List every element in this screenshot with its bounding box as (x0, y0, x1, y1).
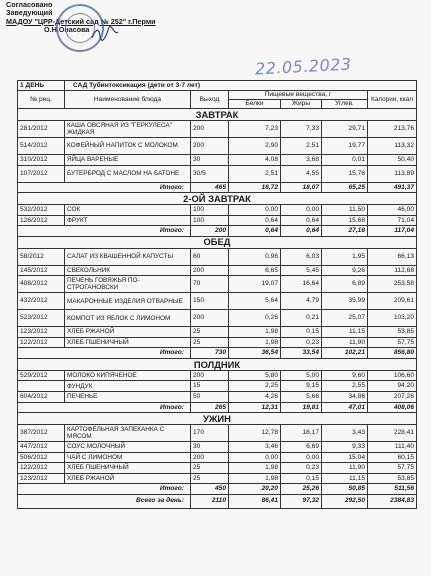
section-total-calories: 408,06 (368, 402, 417, 412)
section-total-fat: 0,64 (281, 226, 322, 236)
dish-carbs: 34,86 (322, 391, 368, 402)
dish-name: ЯЙЦА ВАРЕНЫЕ (65, 155, 191, 166)
dish-protein: 0,26 (229, 310, 281, 327)
dish-output: 25 (191, 337, 229, 348)
dish-output: 200 (191, 452, 229, 463)
section-total-calories: 856,80 (368, 348, 417, 358)
dish-protein: 1,98 (229, 473, 281, 484)
section-title: УЖИН (18, 412, 417, 424)
dish-fat: 16,64 (281, 276, 322, 293)
dish-output: 25 (191, 473, 229, 484)
menu-item-row (18, 248, 417, 265)
dish-carbs: 15,04 (322, 452, 368, 463)
handwritten-date: 22.05.2023 (254, 54, 353, 79)
dish-calories: 103,20 (368, 310, 417, 327)
dish-protein: 19,07 (229, 276, 281, 293)
dish-calories: 66,13 (368, 248, 417, 265)
dish-fat: 18,17 (281, 424, 322, 441)
recipe-number: 122/2012 (18, 463, 65, 474)
recipe-number: 123/2012 (18, 473, 65, 484)
dish-calories: 94,20 (368, 381, 417, 392)
dish-calories: 50,40 (368, 155, 417, 166)
section-total-protein: 0,64 (229, 226, 281, 236)
dish-fat: 0,00 (281, 452, 322, 463)
approval-line4: О.Н.Онасова (44, 25, 90, 35)
dish-name: СОУС МОЛОЧНЫЙ (65, 441, 191, 452)
section-total-label: Итого: (18, 402, 191, 412)
dish-fat: 2,51 (281, 138, 322, 155)
dish-protein: 3,46 (229, 441, 281, 452)
section-total-carbs: 65,25 (322, 182, 368, 192)
dish-calories: 207,26 (368, 391, 417, 402)
section-total-row (18, 402, 417, 412)
dish-carbs: 1,95 (322, 248, 368, 265)
recipe-number: 604/2012 (18, 391, 65, 402)
recipe-number: 506/2012 (18, 452, 65, 463)
section-header-row (18, 192, 417, 204)
dish-name: ПЕЧЕНЬЕ (65, 391, 191, 402)
section-total-protein: 20,20 (229, 484, 281, 494)
dish-name: ХЛЕБ РЖАНОЙ (65, 473, 191, 484)
dish-output: 25 (191, 327, 229, 338)
menu-item-row (18, 276, 417, 293)
section-header-row (18, 412, 417, 424)
dish-name: МАКАРОННЫЕ ИЗДЕЛИЯ ОТВАРНЫЕ (65, 293, 191, 310)
dish-fat: 0,15 (281, 327, 322, 338)
recipe-number: 408/2012 (18, 276, 65, 293)
section-total-calories: 491,37 (368, 182, 417, 192)
recipe-number: 447/2012 (18, 441, 65, 452)
dish-name: КАША ОВСЯНАЯ ИЗ "ГЕРКУЛЕСА" ЖИДКАЯ (65, 121, 191, 138)
dish-protein: 12,78 (229, 424, 281, 441)
approval-line3: МАДОУ "ЦРР-Детский сад № 252" г.Перми (6, 16, 156, 26)
dish-output: 200 (191, 265, 229, 276)
dish-name: ХЛЕБ ПШЕНИЧНЫЙ (65, 463, 191, 474)
dish-protein: 5,64 (229, 293, 281, 310)
menu-item-row (18, 370, 417, 381)
section-total-label: Итого: (18, 226, 191, 236)
dish-output: 50 (191, 391, 229, 402)
recipe-number: 514/2012 (18, 138, 65, 155)
dish-carbs: 3,43 (322, 424, 368, 441)
dish-carbs: 0,01 (322, 155, 368, 166)
dish-name: ФУНДУК (65, 381, 191, 392)
menu-table (17, 80, 417, 509)
section-total-carbs: 50,85 (322, 484, 368, 494)
dish-fat: 6,69 (281, 441, 322, 452)
dish-calories: 53,85 (368, 473, 417, 484)
section-total-label: Итого: (18, 484, 191, 494)
dish-name: ПЕЧЕНЬ ГОВЯЖЬЯ ПО-СТРОГАНОВСКИ (65, 276, 191, 293)
dish-output: 30 (191, 441, 229, 452)
dish-fat: 5,00 (281, 370, 322, 381)
dish-carbs: 11,15 (322, 473, 368, 484)
recipe-number: 145/2012 (18, 265, 65, 276)
recipe-number: 432/2012 (18, 293, 65, 310)
menu-item-row (18, 337, 417, 348)
menu-item-row (18, 473, 417, 484)
dish-calories: 213,76 (368, 121, 417, 138)
dish-output: 200 (191, 121, 229, 138)
section-total-fat: 19,81 (281, 402, 322, 412)
recipe-number: 529/2012 (18, 370, 65, 381)
dish-carbs: 11,90 (322, 337, 368, 348)
dish-fat: 5,66 (281, 391, 322, 402)
grand-total-calories: 2384,83 (368, 494, 417, 508)
section-total-output: 730 (191, 348, 229, 358)
dish-carbs: 15,68 (322, 215, 368, 226)
section-header-row (18, 236, 417, 248)
dish-protein: 1,98 (229, 463, 281, 474)
dish-protein: 0,64 (229, 215, 281, 226)
menu-item-row (18, 121, 417, 138)
col-output-header: Выход (191, 91, 229, 109)
recipe-number: 126/2012 (18, 215, 65, 226)
menu-item-row (18, 327, 417, 338)
dish-carbs: 11,90 (322, 463, 368, 474)
grand-total-fat: 97,32 (281, 494, 322, 508)
menu-item-row (18, 138, 417, 155)
dish-carbs: 9,26 (322, 265, 368, 276)
dish-name: МОЛОКО КИПЯЧЕНОЕ (65, 370, 191, 381)
dish-fat: 0,15 (281, 473, 322, 484)
dish-output: 150 (191, 293, 229, 310)
col-fat-header: Жиры (281, 100, 322, 109)
section-total-protein: 12,31 (229, 402, 281, 412)
dish-carbs: 25,07 (322, 310, 368, 327)
section-total-protein: 16,72 (229, 182, 281, 192)
dish-carbs: 11,50 (322, 204, 368, 215)
dish-name: СОК (65, 204, 191, 215)
section-total-output: 450 (191, 484, 229, 494)
dish-carbs: 2,55 (322, 381, 368, 392)
section-total-calories: 117,04 (368, 226, 417, 236)
col-protein-header: Белки (229, 100, 281, 109)
menu-item-row (18, 463, 417, 474)
menu-item-row (18, 381, 417, 392)
recipe-number: 123/2012 (18, 327, 65, 338)
dish-calories: 106,60 (368, 370, 417, 381)
recipe-number: 58/2012 (18, 248, 65, 265)
dish-carbs: 15,76 (322, 165, 368, 182)
dish-output: 30 (191, 155, 229, 166)
dish-fat: 0,21 (281, 310, 322, 327)
dish-fat: 3,68 (281, 155, 322, 166)
dish-carbs: 6,89 (322, 276, 368, 293)
dish-output: 70 (191, 276, 229, 293)
dish-output: 100 (191, 215, 229, 226)
dish-carbs: 35,99 (322, 293, 368, 310)
section-total-label: Итого: (18, 182, 191, 192)
dish-name: ЧАЙ С ЛИМОНОМ (65, 452, 191, 463)
section-total-carbs: 47,01 (322, 402, 368, 412)
day-label: 1 ДЕНЬ (18, 81, 65, 91)
approval-line2: Заведующий (6, 8, 53, 18)
section-total-fat: 18,07 (281, 182, 322, 192)
dish-fat: 4,79 (281, 293, 322, 310)
col-calories-header: Калории, ккал (368, 91, 417, 109)
section-total-fat: 33,54 (281, 348, 322, 358)
dish-output: 15 (191, 381, 229, 392)
menu-item-row (18, 215, 417, 226)
dish-fat: 6,03 (281, 248, 322, 265)
dish-calories: 253,58 (368, 276, 417, 293)
grand-total-protein: 86,41 (229, 494, 281, 508)
menu-item-row (18, 391, 417, 402)
col-dish-header: Наименование блюда (65, 91, 191, 109)
menu-item-row (18, 204, 417, 215)
recipe-number (18, 381, 65, 392)
dish-calories: 228,41 (368, 424, 417, 441)
dish-protein: 2,51 (229, 165, 281, 182)
col-rec-header: № рец. (18, 91, 65, 109)
menu-title: САД Тубинтоксикация (дети от 3-7 лет) (65, 81, 417, 91)
section-total-calories: 511,56 (368, 484, 417, 494)
recipe-number: 532/2012 (18, 204, 65, 215)
dish-protein: 4,08 (229, 155, 281, 166)
dish-protein: 5,80 (229, 370, 281, 381)
dish-calories: 57,75 (368, 463, 417, 474)
dish-calories: 209,61 (368, 293, 417, 310)
dish-name: САЛАТ ИЗ КВАШЕННОЙ КАПУСТЫ (65, 248, 191, 265)
dish-protein: 1,98 (229, 327, 281, 338)
dish-calories: 60,15 (368, 452, 417, 463)
menu-item-row (18, 441, 417, 452)
section-total-carbs: 102,21 (322, 348, 368, 358)
dish-name: ХЛЕБ РЖАНОЙ (65, 327, 191, 338)
dish-name: КОМПОТ ИЗ ЯБЛОК С ЛИМОНОМ (65, 310, 191, 327)
dish-fat: 4,55 (281, 165, 322, 182)
dish-protein: 2,90 (229, 138, 281, 155)
section-title: ЗАВТРАК (18, 109, 417, 121)
dish-protein: 0,96 (229, 248, 281, 265)
dish-protein: 6,65 (229, 265, 281, 276)
section-total-protein: 36,54 (229, 348, 281, 358)
signature-icon (90, 26, 120, 42)
section-total-row (18, 348, 417, 358)
dish-fat: 0,23 (281, 463, 322, 474)
col-carbs-header: Углев. (322, 100, 368, 109)
dish-calories: 57,75 (368, 337, 417, 348)
dish-protein: 1,98 (229, 337, 281, 348)
dish-output: 170 (191, 424, 229, 441)
recipe-number: 122/2012 (18, 337, 65, 348)
dish-protein: 4,26 (229, 391, 281, 402)
menu-item-row (18, 452, 417, 463)
menu-item-row (18, 155, 417, 166)
section-title: ОБЕД (18, 236, 417, 248)
grand-total-carbs: 292,50 (322, 494, 368, 508)
menu-item-row (18, 165, 417, 182)
menu-item-row (18, 265, 417, 276)
dish-output: 100 (191, 204, 229, 215)
col-nutrients-header: Пищевые вещества, г (229, 91, 368, 100)
dish-output: 30/5 (191, 165, 229, 182)
menu-item-row (18, 310, 417, 327)
dish-output: 25 (191, 463, 229, 474)
dish-output: 200 (191, 138, 229, 155)
dish-carbs: 9,60 (322, 370, 368, 381)
grand-total-row (18, 494, 417, 508)
recipe-number: 107/2012 (18, 165, 65, 182)
section-title: 2-ОЙ ЗАВТРАК (18, 192, 417, 204)
recipe-number: 310/2012 (18, 155, 65, 166)
dish-protein: 7,23 (229, 121, 281, 138)
dish-fat: 9,15 (281, 381, 322, 392)
dish-fat: 5,45 (281, 265, 322, 276)
dish-name: БУТЕРБРОД С МАСЛОМ НА БАТОНЕ (65, 165, 191, 182)
recipe-number: 281/2012 (18, 121, 65, 138)
dish-fat: 7,33 (281, 121, 322, 138)
grand-total-label: Всего за день: (18, 494, 191, 508)
dish-calories: 112,68 (368, 265, 417, 276)
recipe-number: 387/2012 (18, 424, 65, 441)
dish-output: 200 (191, 370, 229, 381)
dish-name: СВЕКОЛЬНИК (65, 265, 191, 276)
section-total-output: 200 (191, 226, 229, 236)
dish-carbs: 9,33 (322, 441, 368, 452)
dish-carbs: 19,77 (322, 138, 368, 155)
dish-name: ХЛЕБ ПШЕНИЧНЫЙ (65, 337, 191, 348)
dish-calories: 113,89 (368, 165, 417, 182)
dish-output: 200 (191, 310, 229, 327)
dish-calories: 53,85 (368, 327, 417, 338)
section-total-row (18, 226, 417, 236)
menu-item-row (18, 293, 417, 310)
section-total-row (18, 182, 417, 192)
section-header-row (18, 358, 417, 370)
approval-line1: Согласовано (6, 0, 53, 9)
dish-output: 60 (191, 248, 229, 265)
dish-name: КОФЕЙНЫЙ НАПИТОК С МОЛОКОМ (65, 138, 191, 155)
dish-fat: 0,64 (281, 215, 322, 226)
dish-name: ФРУКТ (65, 215, 191, 226)
recipe-number: 523/2012 (18, 310, 65, 327)
menu-body (18, 109, 417, 495)
dish-protein: 0,00 (229, 452, 281, 463)
dish-calories: 111,40 (368, 441, 417, 452)
dish-calories: 46,00 (368, 204, 417, 215)
dish-calories: 71,04 (368, 215, 417, 226)
grand-total-output: 2110 (191, 494, 229, 508)
section-total-label: Итого: (18, 348, 191, 358)
dish-protein: 2,25 (229, 381, 281, 392)
dish-fat: 0,23 (281, 337, 322, 348)
menu-item-row (18, 424, 417, 441)
dish-fat: 0,00 (281, 204, 322, 215)
section-total-fat: 25,26 (281, 484, 322, 494)
dish-protein: 0,00 (229, 204, 281, 215)
section-total-output: 465 (191, 182, 229, 192)
section-total-row (18, 484, 417, 494)
section-total-carbs: 27,18 (322, 226, 368, 236)
section-total-output: 265 (191, 402, 229, 412)
dish-calories: 113,32 (368, 138, 417, 155)
section-header-row (18, 109, 417, 121)
section-title: ПОЛДНИК (18, 358, 417, 370)
dish-carbs: 29,71 (322, 121, 368, 138)
dish-name: КАРТОФЕЛЬНАЯ ЗАПЕКАНКА С МЯСОМ (65, 424, 191, 441)
dish-carbs: 11,15 (322, 327, 368, 338)
